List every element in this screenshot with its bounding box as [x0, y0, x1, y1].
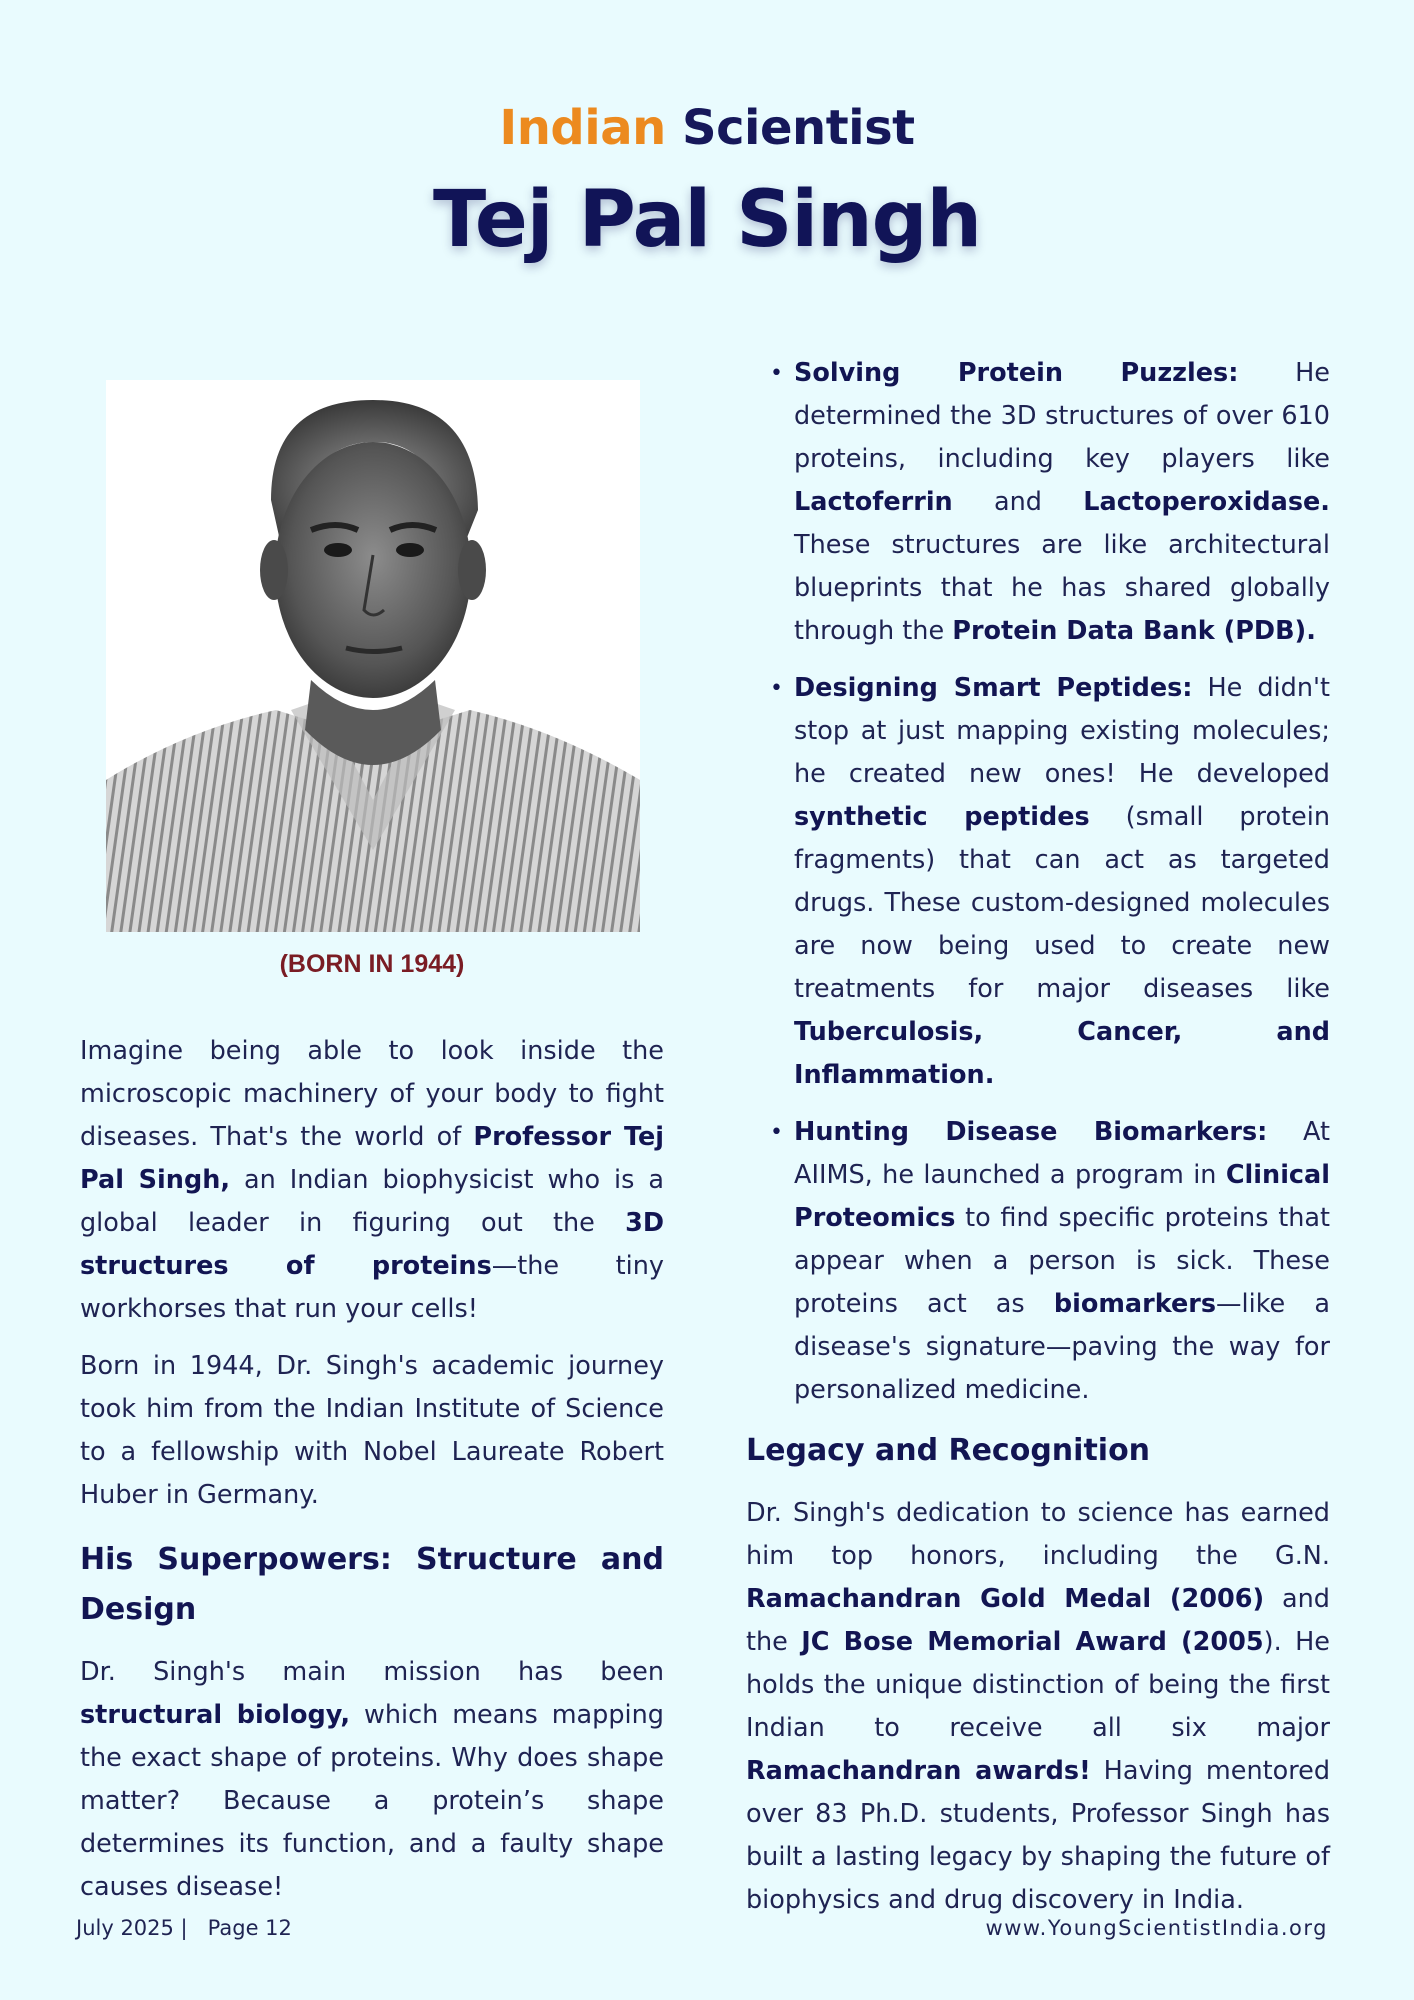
- kicker-rest: Scientist: [682, 100, 915, 156]
- bullet-icon: •: [770, 676, 783, 701]
- legacy-bold: Ramachandran Gold Medal (2006): [746, 1584, 1265, 1614]
- bullet-bold: Tuberculosis, Cancer, and Inflammation.: [794, 1017, 1330, 1090]
- list-item: [770, 1111, 1330, 1412]
- intro-bold-structures: 3D structures of proteins: [80, 1208, 664, 1281]
- legacy-paragraph: [746, 1492, 1330, 1922]
- kicker-accent: Indian: [499, 100, 666, 156]
- bullet-text: to find specific proteins that appear when a person is sick. These proteins act as: [794, 1203, 1330, 1319]
- portrait-photo: [106, 380, 640, 932]
- born-paragraph: Born in 1944, Dr. Singh's academic journey took him from the Indian Institute of Science to a fellowship with Nobel Laureate Robert Huber in Germany.: [80, 1351, 664, 1510]
- bullet-text: and: [952, 487, 1084, 517]
- bullet-icon: •: [770, 1120, 783, 1145]
- bullet-bold: Lactoperoxidase.: [1083, 487, 1330, 517]
- legacy-bold: JC Bose Memorial Award (2005: [801, 1627, 1264, 1657]
- legacy-heading: Legacy and Recognition: [746, 1433, 1151, 1468]
- mission-paragraph: [80, 1651, 664, 1909]
- list-item: [770, 352, 1330, 653]
- legacy-text: Dr. Singh's dedication to science has earned him top honors, including the G.N.: [746, 1498, 1330, 1571]
- mission-bold: structural biology,: [80, 1700, 351, 1730]
- mission-text-1: Dr. Singh's main mission has been: [80, 1657, 664, 1687]
- portrait-caption: (BORN IN 1944): [279, 950, 465, 978]
- intro-text-2: an Indian biophysicist who is a global leader in figuring out the: [80, 1165, 664, 1238]
- bullet-text: —like a disease's signature—paving the way for personalized medicine.: [794, 1289, 1330, 1405]
- page-title: Tej Pal Singh: [432, 175, 982, 265]
- list-item: [770, 667, 1330, 1097]
- page-header: [0, 98, 1414, 270]
- bullet-text: He didn't stop at just mapping existing molecules; he created new ones! He developed: [794, 673, 1330, 789]
- bullet-text: He determined the 3D structures of over 610 proteins, including key players like: [794, 358, 1330, 474]
- left-text: [80, 1030, 664, 1923]
- right-column: [746, 352, 1330, 1936]
- bullet-title: Solving Protein Puzzles:: [794, 358, 1239, 388]
- legacy-text: ). He holds the unique distinction of being the first Indian to receive all six major: [746, 1627, 1330, 1743]
- legacy-bold: Ramachandran awards!: [746, 1756, 1091, 1786]
- intro-bold-name: Professor Tej Pal Singh,: [80, 1122, 664, 1195]
- bullet-bold: Clinical Proteomics: [794, 1160, 1330, 1233]
- intro-text-1: Imagine being able to look inside the microscopic machinery of your body to fight diseases. That's the world of: [80, 1036, 664, 1152]
- bullet-icon: •: [770, 361, 783, 386]
- bullet-bold: synthetic peptides: [794, 802, 1090, 832]
- achievements-list: [746, 352, 1330, 1412]
- bullet-text: (small protein fragments) that can act as targeted drugs. These custom-designed molecules are now being used to create new treatments for major diseases like: [794, 802, 1330, 1004]
- intro-paragraph: [80, 1030, 664, 1331]
- superpowers-heading: His Superpowers: Structure and Design: [80, 1542, 664, 1627]
- footer-date-page: July 2025 | Page 12: [76, 1916, 292, 1940]
- bullet-bold: Protein Data Bank (PDB).: [952, 616, 1316, 646]
- bullet-bold: biomarkers: [1053, 1289, 1217, 1319]
- bullet-bold: Lactoferrin: [794, 487, 953, 517]
- intro-text-3: —the tiny workhorses that run your cells!: [80, 1251, 664, 1324]
- footer-website-link[interactable]: www.YoungScientistIndia.org: [985, 1916, 1328, 1940]
- section-kicker: [0, 98, 1414, 158]
- bullet-text: At AIIMS, he launched a program in: [794, 1117, 1330, 1190]
- legacy-text: Having mentored over 83 Ph.D. students, Professor Singh has built a lasting legacy by shaping the future of biophysics and drug discovery in India.: [746, 1756, 1330, 1915]
- bullet-title: Hunting Disease Biomarkers:: [794, 1117, 1268, 1147]
- bullet-text: These structures are like architectural blueprints that he has shared globally through the: [794, 530, 1330, 646]
- bullet-title: Designing Smart Peptides:: [794, 673, 1193, 703]
- mission-text-2: which means mapping the exact shape of proteins. Why does shape matter? Because a protein’s shape determines its function, and a faulty shape causes disease!: [80, 1700, 664, 1902]
- legacy-text: and the: [746, 1584, 1330, 1657]
